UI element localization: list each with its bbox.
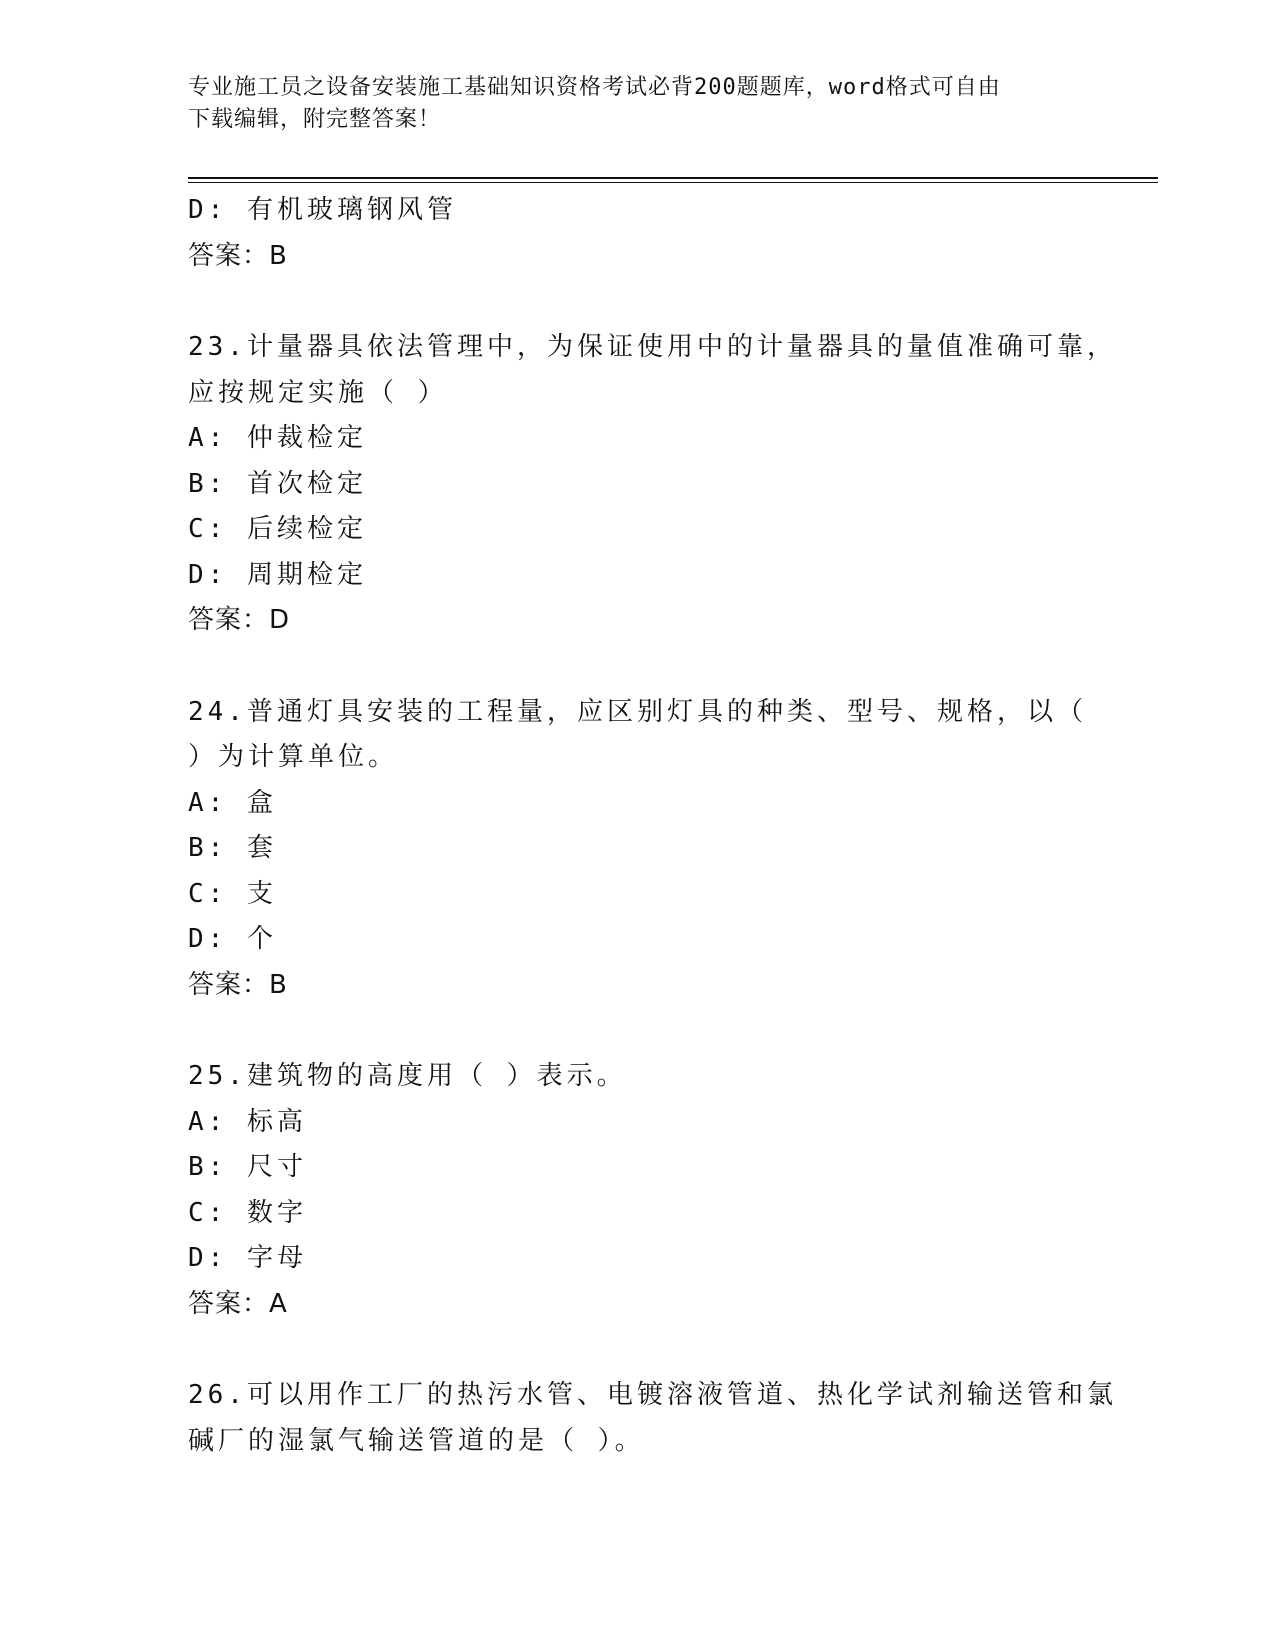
option-d: D: 周期检定 — [188, 559, 367, 590]
document-body — [188, 188, 1117, 1464]
question-text-line: 25.建筑物的高度用（ ）表示。 — [188, 1061, 627, 1091]
document-header — [188, 72, 1068, 136]
answer-line: 答案：B — [188, 240, 288, 271]
question-text-line: 23.计量器具依法管理中，为保证使用中的计量器具的量值准确可靠， — [188, 332, 1117, 362]
header-divider-thin — [188, 182, 1158, 183]
spacer — [188, 1327, 1088, 1373]
question-text-line: 应按规定实施（ ） — [188, 377, 448, 408]
spacer — [188, 1008, 1088, 1054]
option-d: D: 有机玻璃钢风管 — [188, 195, 457, 225]
carryover-block — [188, 188, 1088, 279]
option-b: B: 套 — [188, 833, 277, 863]
question-25 — [188, 1054, 1088, 1327]
option-a: A: 盒 — [188, 787, 277, 818]
question-26 — [188, 1373, 1117, 1464]
answer-line: 答案：D — [188, 605, 291, 635]
header-line-1: 专业施工员之设备安装施工基础知识资格考试必背200题题库，word格式可自由 — [188, 75, 1001, 100]
question-24 — [188, 690, 1088, 1009]
option-b: B: 首次检定 — [188, 468, 367, 499]
spacer — [188, 644, 1088, 690]
header-divider-thick — [188, 177, 1158, 179]
question-text-line: 24.普通灯具安装的工程量，应区别灯具的种类、型号、规格，以（ — [188, 696, 1087, 727]
question-text-line: ）为计算单位。 — [188, 742, 399, 772]
answer-line: 答案：A — [188, 1288, 288, 1319]
option-b: B: 尺寸 — [188, 1152, 307, 1182]
option-c: C: 后续检定 — [188, 514, 367, 544]
option-c: C: 支 — [188, 878, 277, 909]
header-line-2: 下载编辑，附完整答案！ — [188, 107, 442, 132]
option-a: A: 仲裁检定 — [188, 423, 367, 453]
option-d: D: 个 — [188, 924, 277, 954]
answer-line: 答案：B — [188, 969, 288, 1000]
question-text-line: 碱厂的湿氯气输送管道的是（ ）。 — [188, 1425, 645, 1456]
option-a: A: 标高 — [188, 1106, 307, 1137]
option-d: D: 字母 — [188, 1243, 307, 1273]
question-23 — [188, 325, 1117, 644]
question-text-line: 26.可以用作工厂的热污水管、电镀溶液管道、热化学试剂输送管和氯 — [188, 1380, 1117, 1410]
spacer — [188, 279, 1088, 325]
option-c: C: 数字 — [188, 1197, 307, 1228]
